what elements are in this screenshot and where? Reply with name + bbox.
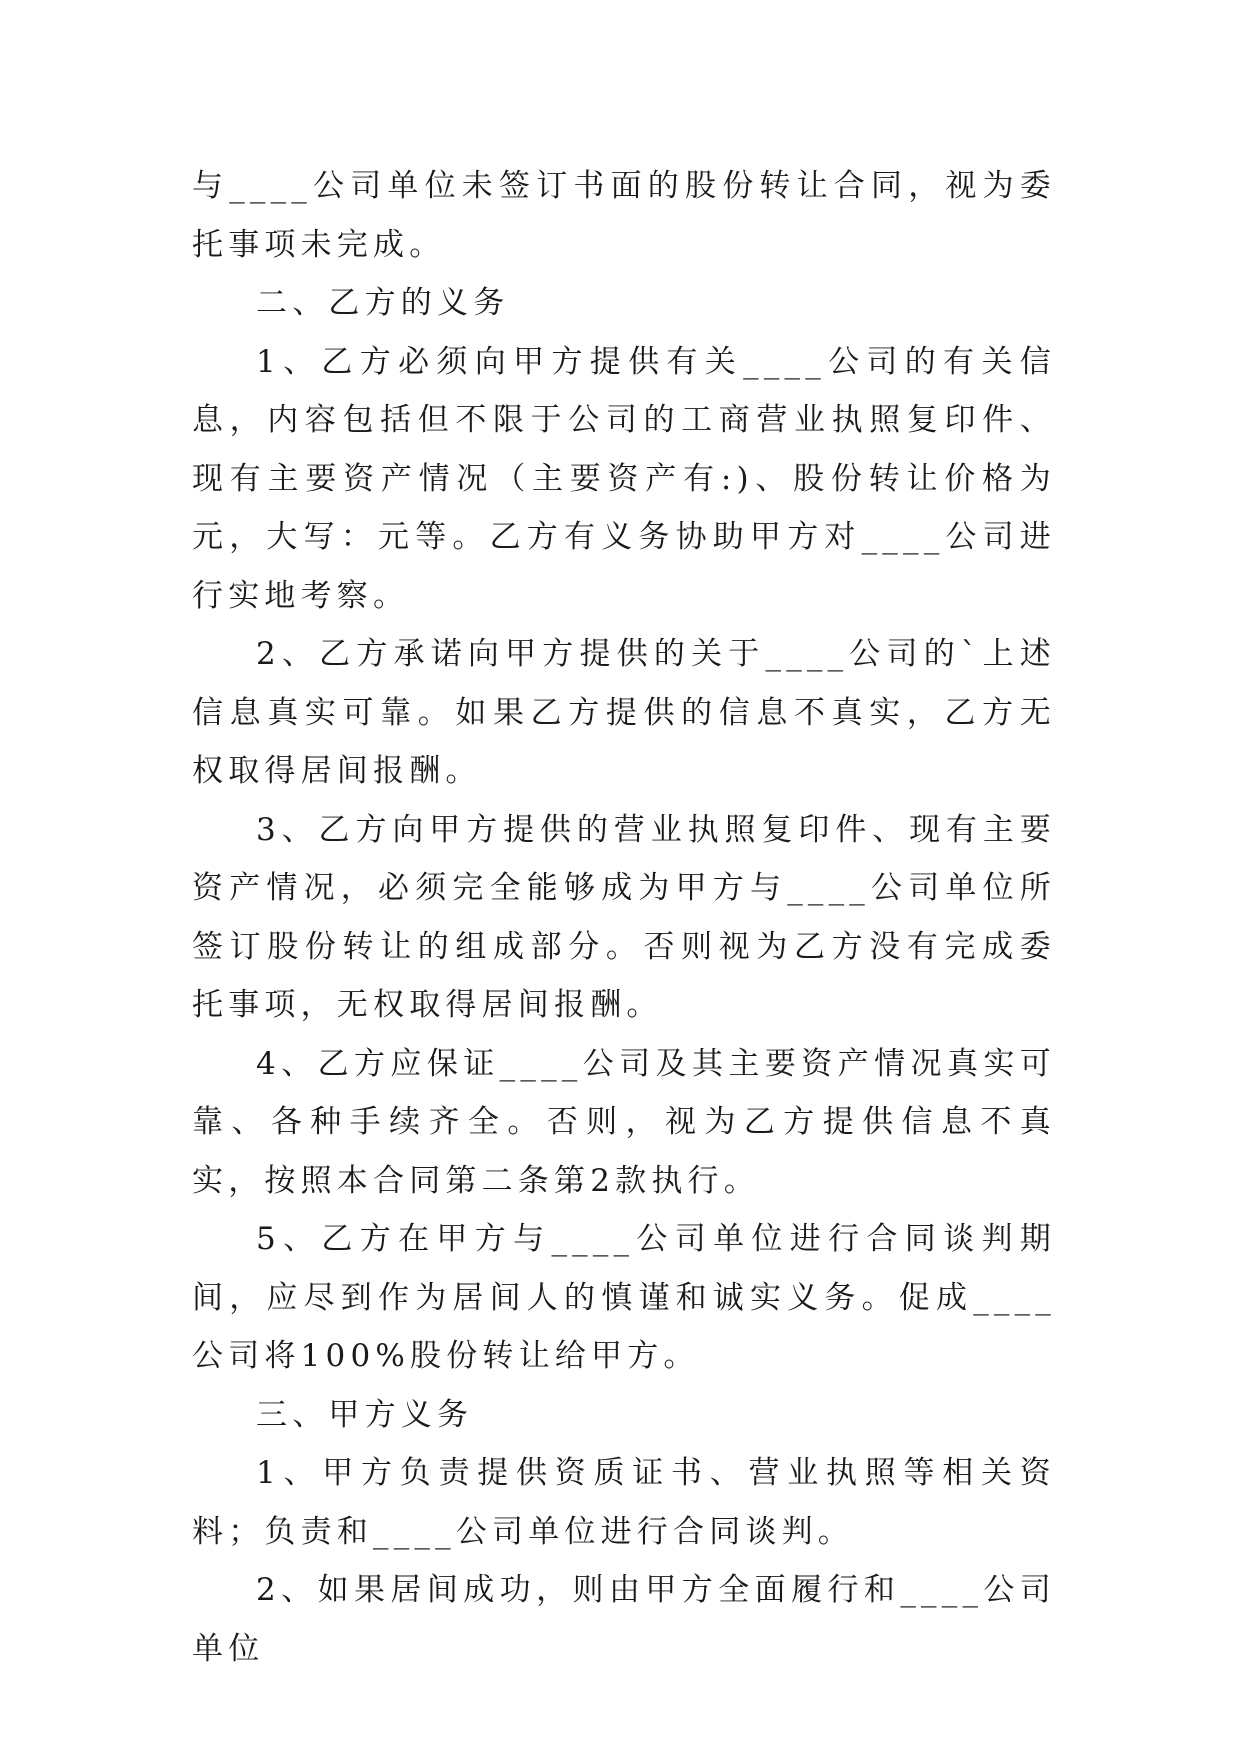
paragraph-party-b-item-3: 3、乙方向甲方提供的营业执照复印件、现有主要资产情况，必须完全能够成为甲方与____公司单位所签订股份转让的组成部分。否则视为乙方没有完成委托事项，无权取得居间报酬。 xyxy=(192,811,1056,1023)
paragraph-party-a-item-1: 1、甲方负责提供资质证书、营业执照等相关资料；负责和____公司单位进行合同谈判。 xyxy=(192,1455,1056,1550)
section-heading-party-b-obligations: 二、乙方的义务 xyxy=(256,285,510,321)
paragraph-party-b-item-5: 5、乙方在甲方与____公司单位进行合同谈判期间，应尽到作为居间人的慎谨和诚实义务。促成____公司将100%股份转让给甲方。 xyxy=(192,1221,1056,1374)
section-heading-party-a-obligations: 三、甲方义务 xyxy=(256,1396,474,1433)
paragraph-party-b-item-4: 4、乙方应保证____公司及其主要资产情况真实可靠、各种手续齐全。否则，视为乙方提供信息不真实，按照本合同第二条第2款执行。 xyxy=(192,1045,1056,1199)
document-page xyxy=(192,157,1056,1678)
paragraph-party-b-item-2: 2、乙方承诺向甲方提供的关于____公司的`上述信息真实可靠。如果乙方提供的信息不真实，乙方无权取得居间报酬。 xyxy=(192,636,1056,789)
paragraph-party-b-item-1: 1、乙方必须向甲方提供有关____公司的有关信息，内容包括但不限于公司的工商营业执照复印件、现有主要资产情况（主要资产有:)、股份转让价格为元，大写：元等。乙方有义务协助甲方对____公司进行实地考察。 xyxy=(192,343,1056,614)
paragraph-party-a-item-2: 2、如果居间成功，则由甲方全面履行和____公司单位 xyxy=(192,1572,1056,1667)
paragraph-continuation: 与____公司单位未签订书面的股份转让合同，视为委托事项未完成。 xyxy=(192,168,1056,263)
